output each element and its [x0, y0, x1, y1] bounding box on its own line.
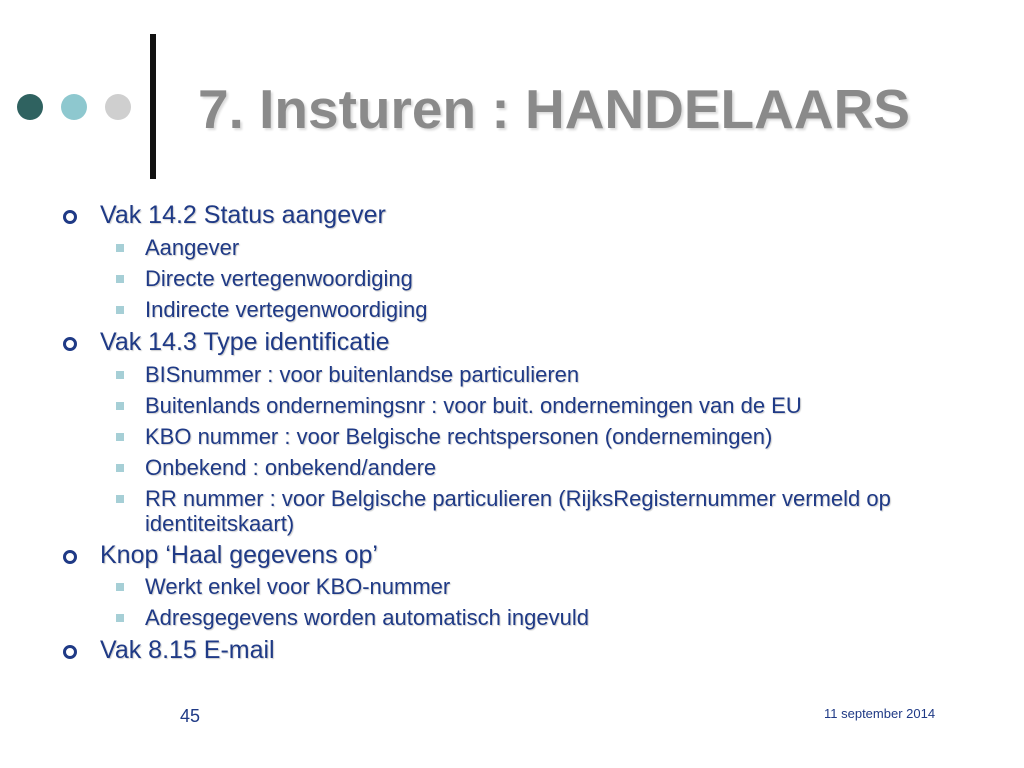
slide-date: 11 september 2014: [824, 706, 936, 721]
square-bullet-icon: [116, 275, 124, 283]
sub-bullet-item: Onbekend : onbekend/andere: [145, 455, 437, 480]
square-bullet-icon: [116, 583, 124, 591]
bullet-item: Vak 14.3 Type identificatie: [100, 328, 390, 356]
sub-bullet-item: Directe vertegenwoordiging: [145, 266, 413, 291]
sub-bullet-item: RR nummer : voor Belgische particulieren (RijksRegisternummer vermeld op identiteitskaart): [145, 486, 891, 536]
circle-bullet-icon: [63, 210, 77, 224]
sub-bullet-item: BISnummer : voor buitenlandse particulieren: [145, 362, 580, 387]
bullet-item: Knop ‘Haal gegevens op’: [100, 541, 378, 569]
circle-bullet-icon: [63, 645, 77, 659]
square-bullet-icon: [116, 244, 124, 252]
circle-bullet-icon: [63, 337, 77, 351]
slide-number: 45: [180, 706, 201, 726]
square-bullet-icon: [116, 306, 124, 314]
square-bullet-icon: [116, 433, 124, 441]
square-bullet-icon: [116, 371, 124, 379]
sub-bullet-item: Adresgegevens worden automatisch ingevuld: [145, 605, 589, 630]
bullet-item: Vak 8.15 E-mail: [100, 636, 275, 664]
square-bullet-icon: [116, 464, 124, 472]
sub-bullet-item: KBO nummer : voor Belgische rechtspersonen (ondernemingen): [145, 424, 773, 449]
sub-bullet-item: Werkt enkel voor KBO-nummer: [145, 574, 451, 599]
square-bullet-icon: [116, 495, 124, 503]
slide-title: 7. Insturen : HANDELAARS: [198, 78, 910, 140]
square-bullet-icon: [116, 402, 124, 410]
square-bullet-icon: [116, 614, 124, 622]
sub-bullet-item: Buitenlands ondernemingsnr : voor buit. ondernemingen van de EU: [145, 393, 802, 418]
circle-bullet-icon: [63, 550, 77, 564]
bullet-item: Vak 14.2 Status aangever: [100, 201, 386, 229]
sub-bullet-item: Aangever: [145, 235, 240, 260]
sub-bullet-item: Indirecte vertegenwoordiging: [145, 297, 428, 322]
